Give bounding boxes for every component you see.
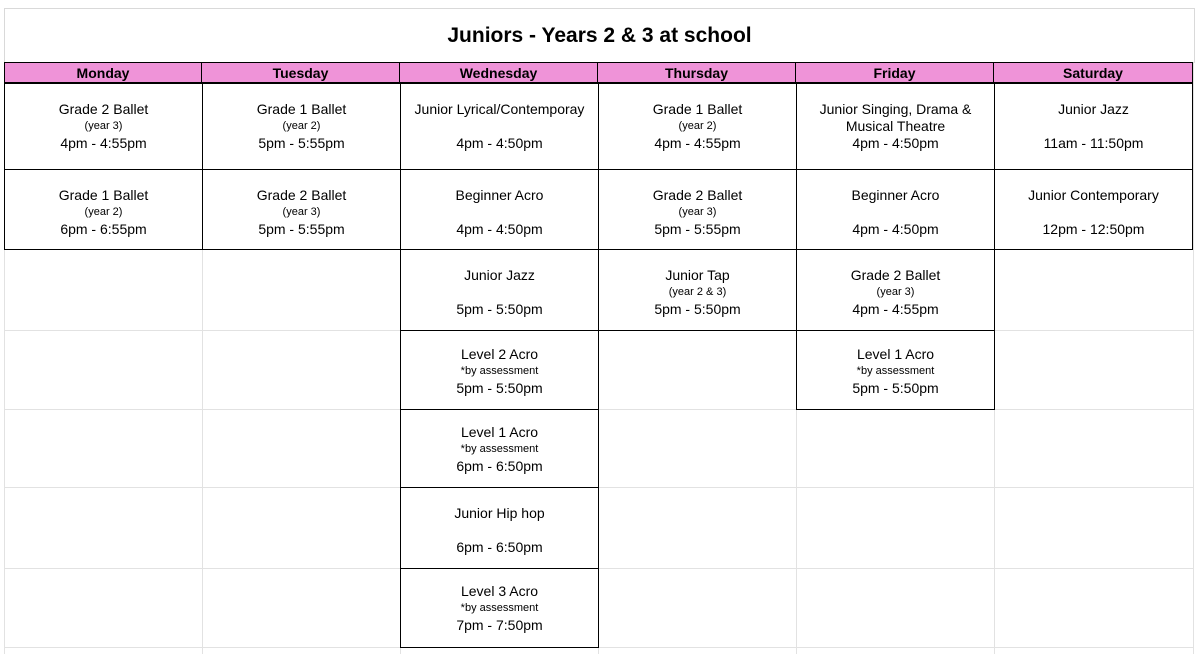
class-time: 5pm - 5:55pm bbox=[258, 135, 345, 151]
class-cell bbox=[796, 169, 995, 250]
class-name: Grade 2 Ballet bbox=[256, 187, 347, 203]
class-name: Grade 1 Ballet bbox=[58, 187, 149, 203]
class-cell bbox=[400, 568, 599, 648]
class-cell bbox=[400, 409, 599, 488]
day-header-friday: Friday bbox=[796, 63, 994, 82]
class-name: Beginner Acro bbox=[455, 187, 544, 203]
class-cell bbox=[400, 487, 599, 569]
class-name: Grade 1 Ballet bbox=[652, 101, 743, 117]
class-name: Level 1 Acro bbox=[856, 346, 935, 362]
class-time: 5pm - 5:50pm bbox=[852, 380, 939, 396]
class-name: Junior Singing, Drama & Musical Theatre bbox=[819, 101, 972, 134]
class-name: Level 2 Acro bbox=[460, 346, 539, 362]
grid-line bbox=[4, 568, 1194, 569]
class-cell bbox=[598, 83, 797, 170]
class-time: 12pm - 12:50pm bbox=[1042, 221, 1145, 237]
class-cell bbox=[400, 330, 599, 410]
class-cell bbox=[994, 169, 1193, 250]
day-header-monday: Monday bbox=[4, 63, 202, 82]
class-note: (year 2 & 3) bbox=[668, 286, 727, 298]
grid-line bbox=[4, 409, 1194, 410]
class-time: 5pm - 5:50pm bbox=[654, 301, 741, 317]
class-cell bbox=[400, 169, 599, 250]
class-cell bbox=[4, 169, 203, 250]
class-name: Junior Hip hop bbox=[454, 505, 545, 521]
class-time: 4pm - 4:55pm bbox=[60, 135, 147, 151]
class-time: 6pm - 6:55pm bbox=[60, 221, 147, 237]
class-time: 4pm - 4:50pm bbox=[456, 221, 543, 237]
class-time: 4pm - 4:50pm bbox=[456, 135, 543, 151]
class-name: Junior Lyrical/Contemporay bbox=[414, 101, 585, 117]
class-time: 11am - 11:50pm bbox=[1043, 135, 1144, 151]
day-header-wednesday: Wednesday bbox=[400, 63, 598, 82]
class-time: 4pm - 4:55pm bbox=[852, 301, 939, 317]
day-header-row bbox=[4, 62, 1193, 83]
day-header-saturday: Saturday bbox=[994, 63, 1193, 82]
class-cell bbox=[796, 249, 995, 331]
class-cell bbox=[400, 83, 599, 170]
class-note: *by assessment bbox=[460, 443, 539, 455]
class-note: (year 3) bbox=[678, 206, 717, 218]
class-name: Grade 2 Ballet bbox=[652, 187, 743, 203]
class-note: (year 2) bbox=[84, 206, 123, 218]
class-time: 6pm - 6:50pm bbox=[456, 458, 543, 474]
class-note: (year 3) bbox=[282, 206, 321, 218]
class-time: 7pm - 7:50pm bbox=[456, 617, 543, 633]
class-name: Level 1 Acro bbox=[460, 424, 539, 440]
class-cell bbox=[994, 83, 1193, 170]
day-header-tuesday: Tuesday bbox=[202, 63, 400, 82]
class-cell bbox=[202, 83, 401, 170]
class-time: 5pm - 5:55pm bbox=[258, 221, 345, 237]
class-cell bbox=[202, 169, 401, 250]
grid-line bbox=[4, 647, 1194, 648]
class-time: 4pm - 4:50pm bbox=[852, 135, 939, 151]
class-name: Junior Tap bbox=[665, 267, 730, 283]
class-note: (year 3) bbox=[84, 120, 123, 132]
class-time: 4pm - 4:50pm bbox=[852, 221, 939, 237]
class-name: Grade 2 Ballet bbox=[850, 267, 941, 283]
class-note: *by assessment bbox=[460, 602, 539, 614]
class-cell bbox=[796, 83, 995, 170]
day-header-thursday: Thursday bbox=[598, 63, 796, 82]
class-time: 6pm - 6:50pm bbox=[456, 539, 543, 555]
class-cell bbox=[598, 249, 797, 331]
class-time: 5pm - 5:50pm bbox=[456, 301, 543, 317]
class-note: *by assessment bbox=[460, 365, 539, 377]
class-name: Level 3 Acro bbox=[460, 583, 539, 599]
timetable-title: Juniors - Years 2 & 3 at school bbox=[4, 8, 1195, 63]
grid-line bbox=[4, 487, 1194, 488]
class-note: (year 2) bbox=[282, 120, 321, 132]
class-time: 5pm - 5:50pm bbox=[456, 380, 543, 396]
class-name: Grade 1 Ballet bbox=[256, 101, 347, 117]
class-name: Junior Jazz bbox=[464, 267, 535, 283]
class-cell bbox=[4, 83, 203, 170]
class-time: 4pm - 4:55pm bbox=[654, 135, 741, 151]
class-name: Beginner Acro bbox=[851, 187, 940, 203]
class-cell bbox=[598, 169, 797, 250]
class-name: Grade 2 Ballet bbox=[58, 101, 149, 117]
class-time: 5pm - 5:55pm bbox=[654, 221, 741, 237]
class-name: Junior Contemporary bbox=[1028, 187, 1159, 203]
class-cell bbox=[796, 330, 995, 410]
class-note: (year 2) bbox=[678, 120, 717, 132]
class-note: *by assessment bbox=[856, 365, 935, 377]
class-note: (year 3) bbox=[876, 286, 915, 298]
class-name: Junior Jazz bbox=[1058, 101, 1129, 117]
grid-line bbox=[1193, 62, 1194, 654]
class-cell bbox=[400, 249, 599, 331]
